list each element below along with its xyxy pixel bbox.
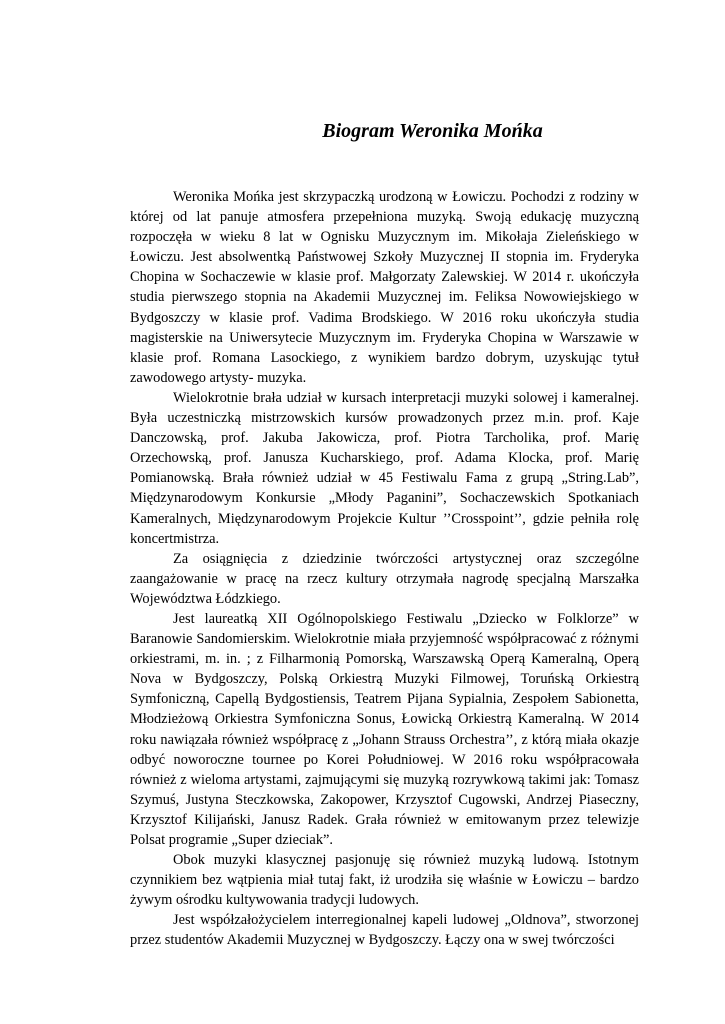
paragraph-folk-music: Obok muzyki klasycznej pasjonuję się również muzyką ludową. Istotnym czynnikiem bez wątpienia miał tutaj fakt, iż urodziła się właśnie w Łowiczu – bardzo żywym ośrodku kultywowania tradycji ludowych. bbox=[130, 852, 639, 909]
paragraph-awards: Za osiągnięcia z dziedzinie twórczości artystycznej oraz szczególne zaangażowanie w pracę na rzecz kultury otrzymała nagrodę specjalną Marszałka Województwa Łódzkiego. bbox=[130, 550, 639, 607]
paragraph-education: Weronika Mońka jest skrzypaczką urodzoną w Łowiczu. Pochodzi z rodziny w której od lat panuje atmosfera przepełniona muzyką. Swoją edukację muzyczną rozpoczęła w wieku 8 lat w Ognisku Muzycznym im. Mikołaja Zieleńskiego w Łowiczu. Jest absolwentką Państwowej Szkoły Muzycznej II stopnia im. Fryderyka Chopina w Sochaczewie w klasie prof. Małgorzaty Zalewskiej. W 2014 r. ukończyła studia pierwszego stopnia na Akademii Muzycznej im. Feliksa Nowowiejskiego w Bydgoszczy w klasie prof. Vadima Brodskiego. W 2016 roku ukończyła studia magisterskie na Uniwersytecie Muzycznym im. Fryderyka Chopina w Warszawie w klasie prof. Romana Lasockiego, z wynikiem bardzo dobrym, uzyskując tytuł zawodowego artysty- muzyka. bbox=[130, 189, 639, 386]
paragraph-courses: Wielokrotnie brała udział w kursach interpretacji muzyki solowej i kameralnej. Była uczestniczką mistrzowskich kursów prowadzonych przez m.in. prof. Kaje Danczowską, prof. Jakuba Jakowicza, prof. Piotra Tarcholika, prof. Marię Orzechowską, prof. Janusza Kucharskiego, prof. Adama Klocka, prof. Marię Pomianowską. Brała również udział w 45 Festiwalu Fama z grupą „String.Lab”, Międzynarodowym Konkursie „Młody Paganini”, Sochaczewskich Spotkaniach Kameralnych, Międzynarodowym Projekcie Kultur ’’Crosspoint’’, gdzie pełniła rolę koncertmistrza. bbox=[130, 389, 639, 547]
paragraph-collaborations: Jest laureatką XII Ogólnopolskiego Festiwalu „Dziecko w Folklorze” w Baranowie Sandomierskim. Wielokrotnie miała przyjemność współpracować z różnymi orkiestrami, m. in. ; z Filharmonią Pomorską, Warszawską Operą Kameralną, Operą Nova w Bydgoszczy, Polską Orkiestrą Muzyki Filmowej, Toruńską Orkiestrą Symfoniczną, Capellą Bydgostiensis, Teatrem Pijana Sypialnia, Zespołem Sabionetta, Młodzieżową Orkiestra Symfoniczna Sonus, Łowicką Orkiestrą Kameralną. W 2014 roku nawiązała również współpracę z „Johann Strauss Orchestra’’, z którą miała okazje odbyć noworoczne tournee po Korei Południowej. W 2016 roku współpracowała również z wieloma artystami, zajmującymi się muzyką rozrywkową takimi jak: Tomasz Szymuś, Justyna Steczkowska, Zakopower, Krzysztof Cugowski, Andrzej Piaseczny, Krzysztof Kilijański, Janusz Radek. Grała również w emitowanym przez telewizje Polsat programie „Super dzieciak”. bbox=[130, 610, 639, 848]
paragraph-oldnova: Jest współzałożycielem interregionalnej kapeli ludowej „Oldnova”, stworzonej przez studentów Akademii Muzycznej w Bydgoszczy. Łączy ona w swej twórczości bbox=[130, 912, 639, 949]
document-title: Biogram Weronika Mońka bbox=[322, 120, 543, 142]
document-body bbox=[130, 187, 639, 951]
